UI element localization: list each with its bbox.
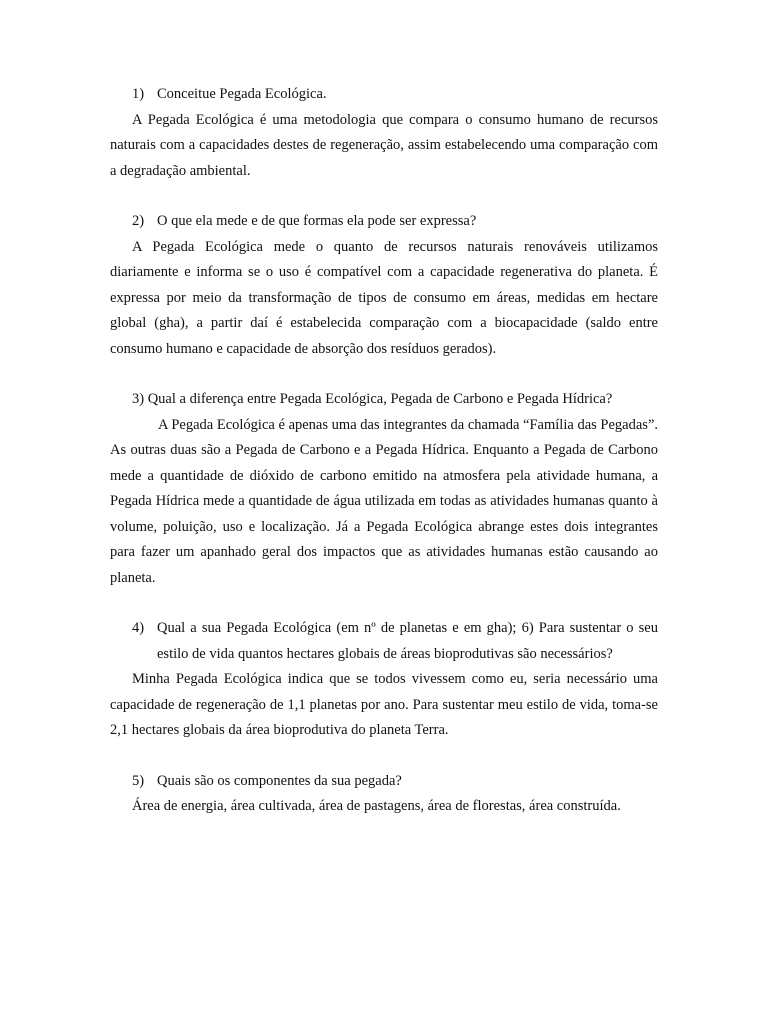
- paragraph-gap: [110, 591, 658, 616]
- question-4-number: 4): [132, 620, 145, 636]
- question-1: [110, 82, 658, 108]
- question-5-text: Quais são os componentes da sua pegada?: [157, 772, 402, 789]
- answer-1: A Pegada Ecológica é uma metodologia que compara o consumo humano de recursos naturais com a capacidades destes de regeneração, assim estabelecendo uma comparação com a degradação ambiental.: [110, 111, 658, 179]
- question-2: [110, 209, 658, 235]
- answer-4: Minha Pegada Ecológica indica que se todos vivessem como eu, seria necessário uma capacidade de regeneração de 1,1 planetas por ano. Para sustentar meu estilo de vida, toma-se 2,1 hectares globais da área bioprodutiva do planeta Terra.: [110, 671, 658, 738]
- question-1-number: 1): [132, 86, 145, 102]
- question-5-number: 5): [132, 772, 145, 789]
- question-2-text: O que ela mede e de que formas ela pode ser expressa?: [157, 213, 477, 229]
- question-4: [110, 616, 658, 667]
- paragraph-gap: [110, 744, 658, 769]
- answer-2: A Pegada Ecológica mede o quanto de recursos naturais renováveis utilizamos diariamente e informa se o uso é compatível com a capacidade regenerativa do planeta. É expressa por meio da transformação de tipos de consumo em áreas, medidas em hectare global (gha), a partir daí é estabelecida comparação com a biocapacidade (saldo entre consumo humano e capacidade de absorção dos resíduos gerados).: [110, 238, 658, 357]
- question-2-number: 2): [132, 213, 145, 229]
- document-body: [110, 82, 658, 820]
- question-5: [110, 769, 658, 795]
- question-4-text: Qual a sua Pegada Ecológica (em nº de planetas e em gha); 6) Para sustentar o seu estilo de vida quantos hectares globais de áreas bioprodutivas são necessários?: [157, 620, 658, 662]
- answer-3: A Pegada Ecológica é apenas uma das integrantes da chamada “Família das Pegadas”. As outras duas são a Pegada de Carbono e a Pegada Hídrica. Enquanto a Pegada de Carbono mede a quantidade de dióxido de carbono emitido na atmosfera pela atividade humana, a Pegada Hídrica mede a quantidade de água utilizada em todas as atividades humanas quanto à volume, poluição, uso e localização. Já a Pegada Ecológica abrange estes dois integrantes para fazer um apanhado geral dos impactos que as atividades humanas estão causando ao planeta.: [110, 416, 658, 586]
- question-1-text: Conceitue Pegada Ecológica.: [157, 86, 327, 102]
- answer-5: Área de energia, área cultivada, área de pastagens, área de florestas, área construída.: [132, 798, 621, 814]
- paragraph-gap: [110, 362, 658, 387]
- paragraph-gap: [110, 184, 658, 209]
- question-3: 3) Qual a diferença entre Pegada Ecológica, Pegada de Carbono e Pegada Hídrica?: [132, 391, 613, 407]
